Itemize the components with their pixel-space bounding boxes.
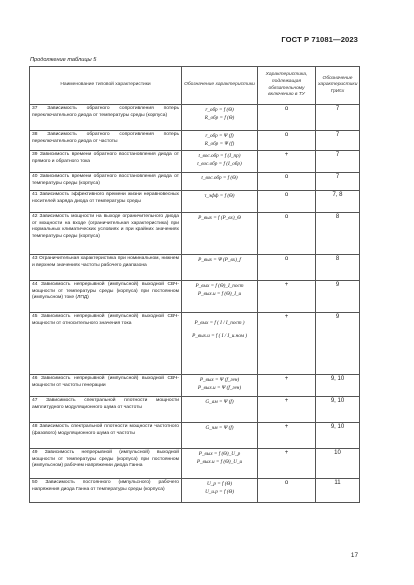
formula-line: P_вых.и = Ψ (f_ген) bbox=[197, 384, 242, 391]
formula-line: R_обр = f (Θ) bbox=[204, 114, 235, 121]
characteristic-formula bbox=[182, 479, 258, 503]
group-number: 7 bbox=[316, 105, 360, 131]
required-mark: о bbox=[258, 191, 316, 213]
required-mark: о bbox=[258, 105, 316, 131]
characteristic-formula bbox=[182, 397, 258, 423]
formula-line: P_вых = f (Θ)_I_пост bbox=[195, 283, 244, 289]
formula-line: P_вых.и = f (Θ)_I_и bbox=[197, 290, 242, 297]
header-group: Обозначение характеристики ГрИсх bbox=[316, 67, 360, 105]
page-number: 17 bbox=[350, 552, 358, 559]
characteristic-name: 37 Зависимость обратного сопротивления потерь переключательного диода от температуры среды (корпуса) bbox=[30, 105, 182, 131]
formula-line: G_чм = Ψ (f) bbox=[205, 425, 234, 431]
characteristic-name: 45 Зависимость непрерывной (импульсной) выходной СВЧ-мощности от относительного значения тока bbox=[30, 313, 182, 375]
required-mark: + bbox=[258, 151, 316, 173]
table-row bbox=[30, 191, 360, 213]
group-number: 7 bbox=[316, 131, 360, 151]
formula-line: P_вых = Ψ (P_вх)_f bbox=[198, 257, 241, 263]
formula-line: r_обр = Ψ (f) bbox=[205, 133, 234, 139]
characteristic-name: 42 Зависимость мощности на выходе ограничительного диода от мощности на входе (ограничительная характеристика) при нормальных климатических условиях и при крайних значениях температуры среды (корпуса) bbox=[30, 213, 182, 255]
group-number: 11 bbox=[316, 479, 360, 503]
standard-number: ГОСТ Р 71081—2023 bbox=[281, 35, 358, 44]
table-row bbox=[30, 105, 360, 131]
required-mark: о bbox=[258, 255, 316, 281]
characteristic-name: 44 Зависимость непрерывной (импульсной) выходной СВЧ-мощности от температуры среды (корпуса) при постоянном (импульсном) токе (ЛПД) bbox=[30, 281, 182, 313]
characteristic-name: 48 Зависимость спектральной плотности мощности частотного (фазового) модуляционного шума от частоты bbox=[30, 423, 182, 449]
formula-line: τ_эфф = f (Θ) bbox=[204, 193, 235, 199]
table-row bbox=[30, 449, 360, 479]
characteristic-name: 43 Ограничительная характеристика при номинальном, нижнем и верхнем значениях частоты рабочего диапазона bbox=[30, 255, 182, 281]
formula-line: r_обр = f (Θ) bbox=[205, 107, 234, 113]
characteristic-formula bbox=[182, 173, 258, 191]
table-row bbox=[30, 375, 360, 397]
characteristic-name: 47 Зависимость спектральной плотности мощности амплитудного модуляционного шума от частоты bbox=[30, 397, 182, 423]
formula-line: t_вос.обр = f (Θ) bbox=[201, 175, 238, 181]
table-row bbox=[30, 479, 360, 503]
group-number: 7, 8 bbox=[316, 191, 360, 213]
characteristic-formula bbox=[182, 191, 258, 213]
group-number: 9 bbox=[316, 281, 360, 313]
group-number: 9, 10 bbox=[316, 375, 360, 397]
required-mark: + bbox=[258, 449, 316, 479]
characteristic-formula bbox=[182, 255, 258, 281]
table-row bbox=[30, 131, 360, 151]
required-mark: о bbox=[258, 131, 316, 151]
formula-line: P_вых = f ( I / I_пост ) bbox=[194, 320, 245, 326]
required-mark: о bbox=[258, 213, 316, 255]
characteristic-name: 41 Зависимость эффективного времени жизни неравновесных носителей заряда диода от температуры среды bbox=[30, 191, 182, 213]
group-number: 10 bbox=[316, 449, 360, 479]
characteristic-formula bbox=[182, 449, 258, 479]
formula-line: R_обр = Ψ (f) bbox=[204, 140, 235, 147]
characteristics-table bbox=[29, 66, 360, 503]
required-mark: + bbox=[258, 375, 316, 397]
characteristic-formula bbox=[182, 105, 258, 131]
table-continuation-caption: Продолжение таблицы 5 bbox=[30, 57, 97, 63]
formula-line: U_р = f (Θ) bbox=[207, 481, 232, 487]
required-mark: о bbox=[258, 479, 316, 503]
group-number: 8 bbox=[316, 255, 360, 281]
table-row bbox=[30, 423, 360, 449]
characteristic-formula bbox=[182, 131, 258, 151]
table-row bbox=[30, 213, 360, 255]
group-number: 9, 10 bbox=[316, 423, 360, 449]
formula-line: t_вос.обр = f (I_обр) bbox=[197, 160, 242, 167]
formula-line: P_вых = f (Θ)_U_р bbox=[198, 451, 241, 457]
characteristic-name: 50 Зависимость постоянного (импульсного) рабочего напряжения диода Ганна от температуры среды (корпуса) bbox=[30, 479, 182, 503]
required-mark: + bbox=[258, 313, 316, 375]
characteristic-name: 40 Зависимость времени обратного восстановления диода от температуры среды (корпуса) bbox=[30, 173, 182, 191]
group-number: 8 bbox=[316, 213, 360, 255]
formula-line: P_вых = Ψ (f_ген) bbox=[199, 377, 240, 383]
table-row bbox=[30, 281, 360, 313]
table-row bbox=[30, 397, 360, 423]
characteristic-formula bbox=[182, 313, 258, 375]
formula-line: G_ам = Ψ (f) bbox=[205, 399, 234, 405]
table-header-row bbox=[30, 67, 360, 105]
characteristic-formula bbox=[182, 281, 258, 313]
required-mark: + bbox=[258, 281, 316, 313]
characteristic-name: 46 Зависимость непрерывной (импульсной) выходной СВЧ-мощности от частоты генерации bbox=[30, 375, 182, 397]
group-number: 7 bbox=[316, 151, 360, 173]
formula-line: P_вых.и = f (Θ)_U_и bbox=[196, 458, 243, 465]
header-name: Наименование типовой характеристики bbox=[30, 67, 182, 105]
characteristic-formula bbox=[182, 375, 258, 397]
characteristic-name: 39 Зависимость времени обратного восстановления диода от прямого и обратного тока bbox=[30, 151, 182, 173]
group-number: 9, 10 bbox=[316, 397, 360, 423]
formula-line: P_вых = f (P_вх)_Θ bbox=[198, 215, 241, 221]
table-row bbox=[30, 173, 360, 191]
characteristic-formula bbox=[182, 151, 258, 173]
header-required: Характеристика, подлежащая обязательному включению в ТУ bbox=[258, 67, 316, 105]
characteristic-formula bbox=[182, 423, 258, 449]
table-row bbox=[30, 151, 360, 173]
required-mark: + bbox=[258, 423, 316, 449]
group-number: 9 bbox=[316, 313, 360, 375]
formula-line: U_и.р = f (Θ) bbox=[205, 488, 234, 495]
formula-line: t_вос.обр = f (I_пр) bbox=[198, 153, 241, 159]
header-designation: Обозначение характеристики bbox=[182, 67, 258, 105]
required-mark: о bbox=[258, 173, 316, 191]
table-row bbox=[30, 313, 360, 375]
group-number: 7 bbox=[316, 173, 360, 191]
characteristic-name: 38 Зависимость обратного сопротивления потерь переключательного диода от частоты bbox=[30, 131, 182, 151]
characteristic-formula bbox=[182, 213, 258, 255]
required-mark: + bbox=[258, 397, 316, 423]
characteristic-name: 49 Зависимость непрерывной (импульсной) выходной мощности от температуры среды (корпуса) при постоянном (импульсном) рабочем напряжении диода Ганна bbox=[30, 449, 182, 479]
formula-line: P_вых.и = f ( I / I_и.ном ) bbox=[192, 332, 247, 339]
table-row bbox=[30, 255, 360, 281]
